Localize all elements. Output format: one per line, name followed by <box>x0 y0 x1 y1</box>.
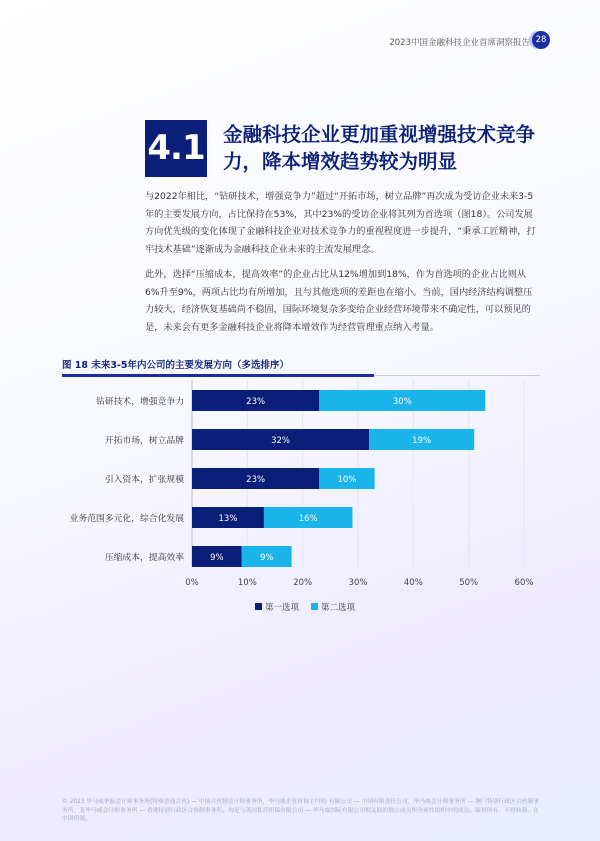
bar-value-label: 30% <box>392 397 412 407</box>
bar-value-label: 16% <box>298 514 318 524</box>
section-number: 4.1 <box>145 120 207 177</box>
legend-label: 第二选项 <box>321 603 356 613</box>
page-number-badge: 28 <box>532 31 550 49</box>
paragraph-2: 此外，选择“压缩成本，提高效率”的企业占比从12%增加到18%，作为首选项的企业占比则从6%升至9%，两项占比均有所增加，且与其他选项的差距也在缩小。当前，国内经济结构调整压力较大，经济恢复基础尚不稳固，国际环境复杂多变给企业经营环境带来不确定性，可以预见的是，未来会有更多金融科技企业将降本增效作为经营管理重点纳入考量。 <box>145 269 533 333</box>
bar-value-label: 23% <box>246 397 266 407</box>
copyright-footer: © 2023 毕马威华振会计师事务所(特殊普通合伙) — 中国合伙制会计师事务所，毕马威企业咨询 (中国) 有限公司 — 中国有限责任公司，毕马威会计师事务所 — 澳门特别行政区合伙制事务所，及毕马威会计师事务所 — 香港特别行政区合伙制事务所，均是与英国私营担保有限公司 — 毕马威国际有限公司相关联的独立成员所全球性组织中的成员。版权所有，不得转载。在中国印制。 <box>62 799 539 822</box>
category-label: 引入资本，扩张规模 <box>104 475 184 485</box>
bar-value-label: 19% <box>412 436 432 446</box>
x-tick-label: 30% <box>348 578 368 588</box>
category-label: 业务范围多元化，综合化发展 <box>69 514 184 524</box>
legend-swatch <box>255 603 262 610</box>
development-direction-chart <box>0 380 600 630</box>
bar-value-label: 9% <box>210 553 224 563</box>
report-title: 2023中国金融科技企业首席洞察报告 <box>389 38 530 48</box>
x-tick-label: 60% <box>514 578 534 588</box>
legend-swatch <box>311 603 318 610</box>
x-tick-label: 50% <box>459 578 479 588</box>
x-tick-label: 20% <box>293 578 313 588</box>
category-label: 钻研技术，增强竞争力 <box>96 397 184 407</box>
bar-value-label: 10% <box>337 475 357 485</box>
category-label: 开拓市场，树立品牌 <box>104 436 184 446</box>
x-tick-label: 0% <box>185 578 199 588</box>
bar-value-label: 23% <box>246 475 266 485</box>
x-tick-label: 40% <box>403 578 423 588</box>
section-title: 金融科技企业更加重视增强技术竞争力，降本增效趋势较为明显 <box>223 123 536 173</box>
bar-value-label: 9% <box>259 553 274 563</box>
bar-value-label: 32% <box>271 436 290 446</box>
figure-title: 图 18 未来3-5年内公司的主要发展方向（多选排序） <box>62 360 289 371</box>
paragraph-1: 与2022年相比，“钻研技术，增强竞争力”超过“开拓市场，树立品牌”再次成为受访企业未来3-5年的主要发展方向，占比保持在53%，其中23%的受访企业将其列为首选项（图18）。公司发展方向优先级的变化体现了金融科技企业对技术竞争力的重视程度进一步提升，“秉承工匠精神，打牢技术基础”逐渐成为金融科技企业未来的主流发展理念。 <box>145 191 536 255</box>
x-tick-label: 10% <box>237 578 257 588</box>
legend-label: 第一选项 <box>265 603 300 613</box>
category-label: 压缩成本，提高效率 <box>104 553 184 563</box>
bar-value-label: 13% <box>218 514 238 524</box>
figure-rule-accent <box>62 374 374 377</box>
